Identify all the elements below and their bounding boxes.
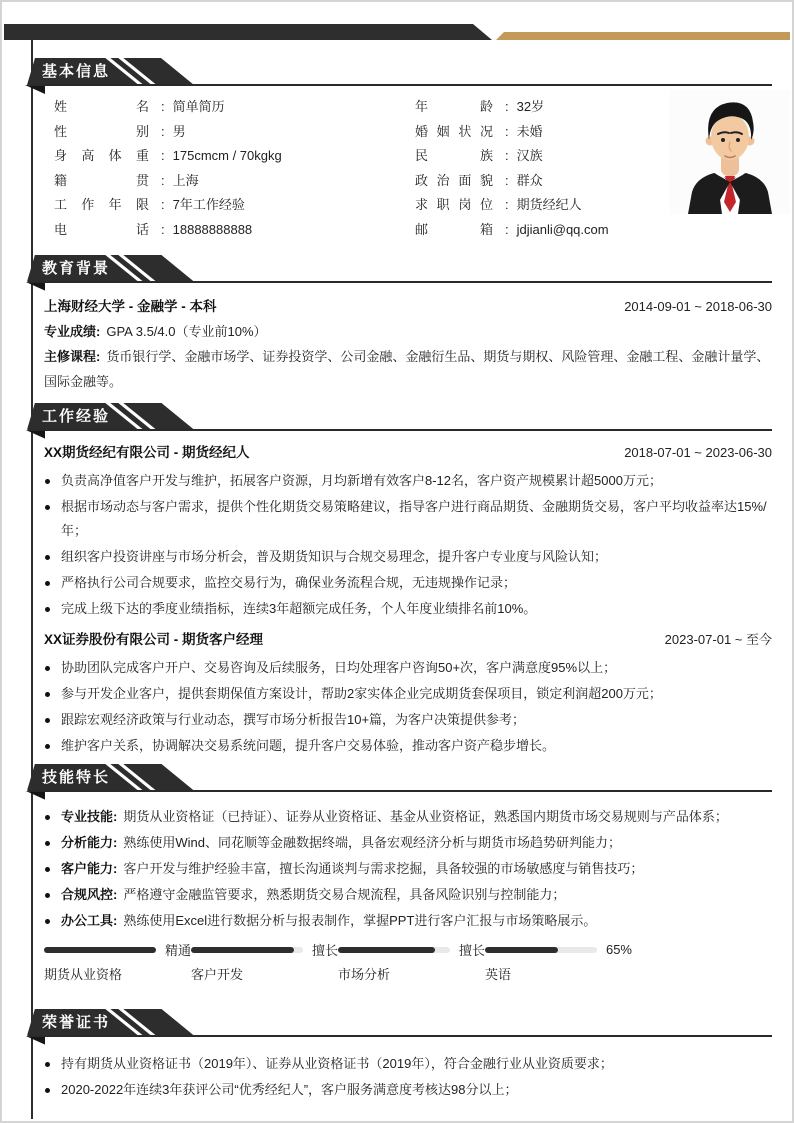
info-value: 上海 [172, 172, 199, 188]
skill-bullet [44, 909, 772, 933]
detail-text: 货币银行学、金融市场学、证券投资学、公司金融、金融衍生品、期货与期权、风险管理、金融工程、金融计量学、国际金融等。 [44, 348, 770, 389]
section-header-honors [22, 1009, 772, 1036]
education-detail-line [44, 344, 772, 394]
skill-bars [44, 942, 772, 999]
info-label: 电话 [54, 221, 149, 237]
info-value: 群众 [516, 172, 543, 188]
info-colon: : [161, 99, 165, 114]
bullet-text: 持有期货从业资格证书（2019年）、证券从业资格证书（2019年），符合金融行业从业资质要求； [61, 1055, 613, 1071]
work-body [2, 430, 792, 758]
info-row [54, 193, 415, 218]
info-label: 政治面貌 [415, 172, 493, 188]
skill-bar-fill [485, 947, 558, 953]
section-basic-info [2, 58, 792, 243]
school-degree: 上海财经大学 - 金融学 - 本科 [44, 298, 217, 314]
skill-label: 合规风控: [61, 886, 118, 902]
section-title: 教育背景 [42, 259, 111, 277]
info-row [54, 95, 415, 120]
info-row [415, 218, 772, 243]
info-row [54, 120, 415, 145]
info-colon: : [505, 99, 509, 114]
info-value: 简单简历 [172, 99, 225, 114]
honor-bullet [44, 1052, 772, 1076]
section-rule [28, 790, 772, 792]
section-rule [28, 429, 772, 431]
section-header-skills [22, 764, 772, 791]
skill-label: 客户能力: [61, 860, 118, 876]
work-date-range: 2018-07-01 ~ 2023-06-30 [624, 444, 772, 460]
section-honors [2, 1009, 792, 1102]
info-label: 年龄 [415, 99, 493, 114]
bullet-text: 协助团队完成客户开户、交易咨询及后续服务，日均处理客户咨询50+次，客户满意度95%以上； [61, 659, 617, 675]
bullet-text: 组织客户投资讲座与市场分析会，普及期货知识与合规交易理念，提升客户专业度与风险认知； [61, 548, 608, 564]
skill-bar-track [191, 947, 303, 953]
detail-label: 专业成绩: [44, 323, 101, 339]
info-value: jdjianli@qq.com [516, 221, 609, 237]
work-bullet [44, 469, 772, 493]
section-title: 技能特长 [42, 768, 111, 786]
info-value: 18888888888 [172, 221, 253, 237]
work-bullet [44, 545, 772, 569]
honors-bullet-list [44, 1052, 772, 1102]
skill-bar-item [485, 942, 632, 983]
skill-bar-track [338, 947, 450, 953]
work-bullet [44, 656, 772, 680]
info-label: 民族 [415, 148, 493, 164]
bullet-text: 根据市场动态与客户需求，提供个性化期货交易策略建议，指导客户进行商品期货、金融期货交易，客户平均收益率达15%/年； [61, 498, 767, 538]
skill-label: 专业技能: [61, 808, 118, 824]
top-bar-dark [4, 24, 492, 40]
skill-bullet [44, 883, 772, 907]
work-bullet [44, 597, 772, 621]
education-date-range: 2014-09-01 ~ 2018-06-30 [624, 298, 772, 314]
skill-text: 期货从业资格证（已持证）、证券从业资格证、基金从业资格证，熟悉国内期货市场交易规则与产品体系； [123, 808, 728, 824]
skill-name-label: 市场分析 [338, 966, 391, 982]
section-rule [28, 84, 772, 86]
skill-bullet [44, 857, 772, 881]
skill-name-label: 期货从业资格 [44, 966, 123, 982]
work-bullet [44, 571, 772, 595]
work-bullet [44, 495, 772, 543]
info-colon: : [161, 172, 165, 188]
info-colon: : [505, 148, 509, 164]
honor-bullet [44, 1078, 772, 1102]
section-work-experience [2, 403, 792, 758]
info-label: 邮箱 [415, 221, 493, 237]
work-bullet-list [44, 656, 772, 758]
work-entry [44, 627, 772, 758]
detail-text: GPA 3.5/4.0（专业前10%） [106, 323, 267, 339]
skill-text: 严格遵守金融监管要求，熟悉期货交易合规流程，具备风险识别与控制能力； [123, 886, 566, 902]
education-detail-line [44, 319, 772, 344]
info-value: 未婚 [516, 123, 543, 139]
education-detail-lines [44, 319, 772, 394]
skill-bar-track [485, 947, 597, 953]
work-bullet [44, 734, 772, 758]
work-entry-header [44, 440, 772, 465]
work-date-range: 2023-07-01 ~ 至今 [664, 631, 772, 647]
section-title: 基本信息 [42, 63, 111, 80]
work-entry-header [44, 627, 772, 652]
info-label: 姓名 [54, 99, 149, 114]
skill-level-label: 精通 [164, 943, 191, 959]
info-value: 175cmcm / 70kgkg [172, 148, 282, 164]
basic-info-left-column [54, 95, 415, 243]
company-role: XX期货经纪有限公司 - 期货经纪人 [44, 444, 250, 460]
skills-body [2, 791, 792, 933]
skill-bullet [44, 805, 772, 829]
skill-label: 分析能力: [61, 834, 118, 850]
bullet-text: 跟踪宏观经济政策与行业动态，撰写市场分析报告10+篇，为客户决策提供参考； [61, 711, 526, 727]
info-row [54, 169, 415, 194]
honors-body [2, 1036, 792, 1102]
info-colon: : [505, 197, 509, 213]
company-role: XX证券股份有限公司 - 期货客户经理 [44, 631, 264, 647]
avatar-illustration [670, 90, 790, 214]
info-colon: : [505, 172, 509, 188]
info-label: 性别 [54, 123, 149, 139]
bullet-text: 参与开发企业客户，提供套期保值方案设计，帮助2家实体企业完成期货套保项目，锁定利润超200万元； [61, 685, 662, 701]
section-skills [2, 764, 792, 999]
skill-bar-row [191, 943, 338, 959]
section-rule [28, 1035, 772, 1037]
skill-bar-row [338, 943, 485, 959]
section-header-basic-info [22, 58, 772, 85]
info-colon: : [161, 148, 165, 164]
section-education [2, 255, 792, 394]
section-header-work [22, 403, 772, 430]
skill-bar-item [191, 945, 338, 983]
info-label: 籍贯 [54, 172, 149, 188]
work-bullet [44, 682, 772, 706]
skill-bar-fill [338, 947, 435, 953]
info-value: 7年工作经验 [172, 197, 245, 213]
skill-name-label: 英语 [485, 966, 512, 982]
skill-text: 熟练使用Wind、同花顺等金融数据终端，具备宏观经济分析与期货市场趋势研判能力； [123, 834, 621, 850]
skill-level-label: 65% [605, 942, 632, 958]
bullet-text: 完成上级下达的季度业绩指标，连续3年超额完成任务，个人年度业绩排名前10%。 [61, 600, 537, 616]
section-title: 荣誉证书 [42, 1013, 111, 1031]
skill-bar-track [44, 947, 156, 953]
detail-label: 主修课程: [44, 348, 101, 364]
skill-level-label: 擅长 [311, 943, 338, 959]
info-row [54, 218, 415, 243]
info-value: 期货经纪人 [516, 197, 582, 213]
skill-bar-item [338, 945, 485, 983]
education-entry-header [44, 294, 772, 319]
bullet-text: 2020-2022年连续3年获评公司“优秀经纪人”，客户服务满意度考核达98分以上； [61, 1081, 518, 1097]
info-value: 32岁 [516, 99, 545, 114]
section-header-education [22, 255, 772, 282]
work-bullet [44, 708, 772, 732]
skill-bar-fill [44, 947, 156, 953]
section-rule [28, 281, 772, 283]
info-row [54, 144, 415, 169]
info-colon: : [505, 123, 509, 139]
left-vertical-line [31, 40, 33, 1119]
skill-name-label: 客户开发 [191, 966, 244, 982]
info-colon: : [161, 221, 165, 237]
info-label: 身高体重 [54, 148, 149, 164]
profile-photo [670, 90, 790, 214]
work-entry [44, 440, 772, 621]
skill-bar-row [44, 943, 191, 959]
bullet-text: 负责高净值客户开发与维护，拓展客户资源，月均新增有效客户8-12名，客户资产规模累计超5000万元； [61, 472, 662, 488]
bullet-text: 严格执行公司合规要求，监控交易行为，确保业务流程合规，无违规操作记录； [61, 574, 517, 590]
info-value: 汉族 [516, 148, 543, 164]
skill-label: 办公工具: [61, 912, 118, 928]
info-value: 男 [172, 123, 186, 139]
skill-bar-fill [191, 947, 294, 953]
info-colon: : [161, 123, 165, 139]
skill-text: 熟练使用Excel进行数据分析与报表制作，掌握PPT进行客户汇报与市场策略展示。 [123, 912, 597, 928]
skill-bullet [44, 831, 772, 855]
skill-text: 客户开发与维护经验丰富，擅长沟通谈判与需求挖掘，具备较强的市场敏感度与销售技巧； [123, 860, 644, 876]
skills-bullet-list [44, 805, 772, 933]
info-label: 求职岗位 [415, 197, 493, 213]
info-colon: : [505, 221, 509, 237]
bullet-text: 维护客户关系，协调解决交易系统问题，提升客户交易体验，推动客户资产稳步增长。 [61, 737, 556, 753]
education-body [2, 282, 792, 394]
skill-bar-row [485, 942, 632, 958]
section-title: 工作经验 [42, 407, 111, 425]
info-label: 婚姻状况 [415, 123, 493, 139]
info-colon: : [161, 197, 165, 213]
skill-bar-item [44, 945, 191, 983]
info-label: 工作年限 [54, 197, 149, 213]
top-bar-gold [496, 32, 790, 40]
work-bullet-list [44, 469, 772, 621]
skill-level-label: 擅长 [458, 943, 485, 959]
